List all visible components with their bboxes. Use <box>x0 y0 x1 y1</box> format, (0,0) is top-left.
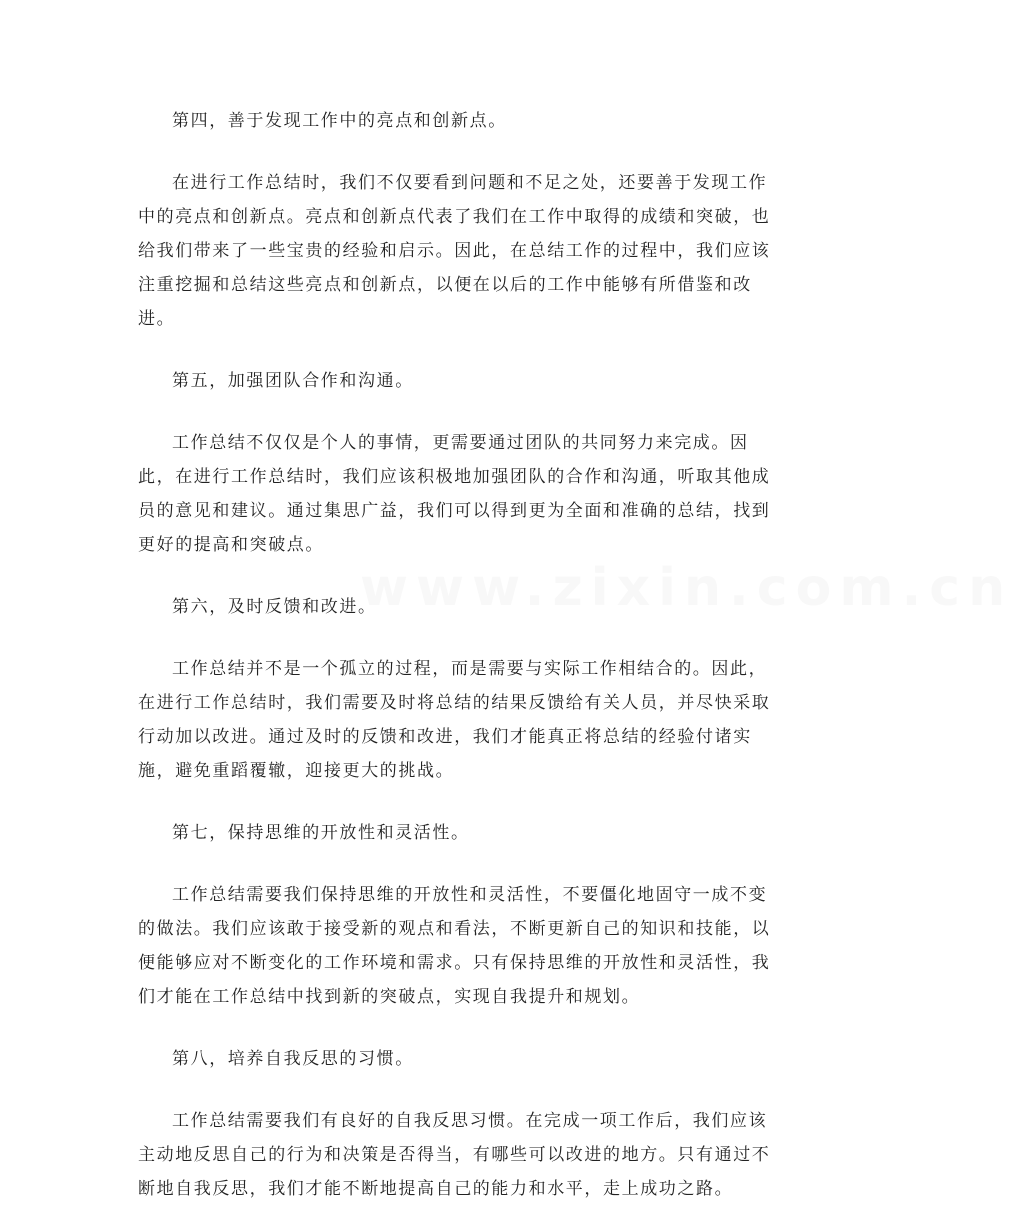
section-heading-4: 第四，善于发现工作中的亮点和创新点。 <box>172 111 507 131</box>
section-heading-5: 第五，加强团队合作和沟通。 <box>172 371 414 391</box>
section-heading-7: 第七，保持思维的开放性和灵活性。 <box>172 823 470 843</box>
document-content <box>138 104 784 1206</box>
section-body-8: 工作总结需要我们有良好的自我反思习惯。在完成一项工作后，我们应该主动地反思自己的行为和决策是否得当，有哪些可以改进的地方。只有通过不断地自我反思，我们才能不断地提高自己的能力和水平，走上成功之路。 <box>138 1111 771 1199</box>
section-body-7: 工作总结需要我们保持思维的开放性和灵活性，不要僵化地固守一成不变的做法。我们应该敢于接受新的观点和看法，不断更新自己的知识和技能，以便能够应对不断变化的工作环境和需求。只有保持思维的开放性和灵活性，我们才能在工作总结中找到新的突破点，实现自我提升和规划。 <box>138 885 771 1007</box>
section-heading-8: 第八，培养自我反思的习惯。 <box>172 1049 414 1069</box>
section-body-4: 在进行工作总结时，我们不仅要看到问题和不足之处，还要善于发现工作中的亮点和创新点。亮点和创新点代表了我们在工作中取得的成绩和突破，也给我们带来了一些宝贵的经验和启示。因此，在总结工作的过程中，我们应该注重挖掘和总结这些亮点和创新点，以便在以后的工作中能够有所借鉴和改进。 <box>138 173 771 329</box>
section-body-5: 工作总结不仅仅是个人的事情，更需要通过团队的共同努力来完成。因此，在进行工作总结时，我们应该积极地加强团队的合作和沟通，听取其他成员的意见和建议。通过集思广益，我们可以得到更为全面和准确的总结，找到更好的提高和突破点。 <box>138 433 771 555</box>
section-heading-6: 第六，及时反馈和改进。 <box>172 597 377 617</box>
section-body-6: 工作总结并不是一个孤立的过程，而是需要与实际工作相结合的。因此，在进行工作总结时，我们需要及时将总结的结果反馈给有关人员，并尽快采取行动加以改进。通过及时的反馈和改进，我们才能真正将总结的经验付诸实施，避免重蹈覆辙，迎接更大的挑战。 <box>138 659 771 781</box>
watermark: www.zixin.com.cn <box>360 558 1013 618</box>
